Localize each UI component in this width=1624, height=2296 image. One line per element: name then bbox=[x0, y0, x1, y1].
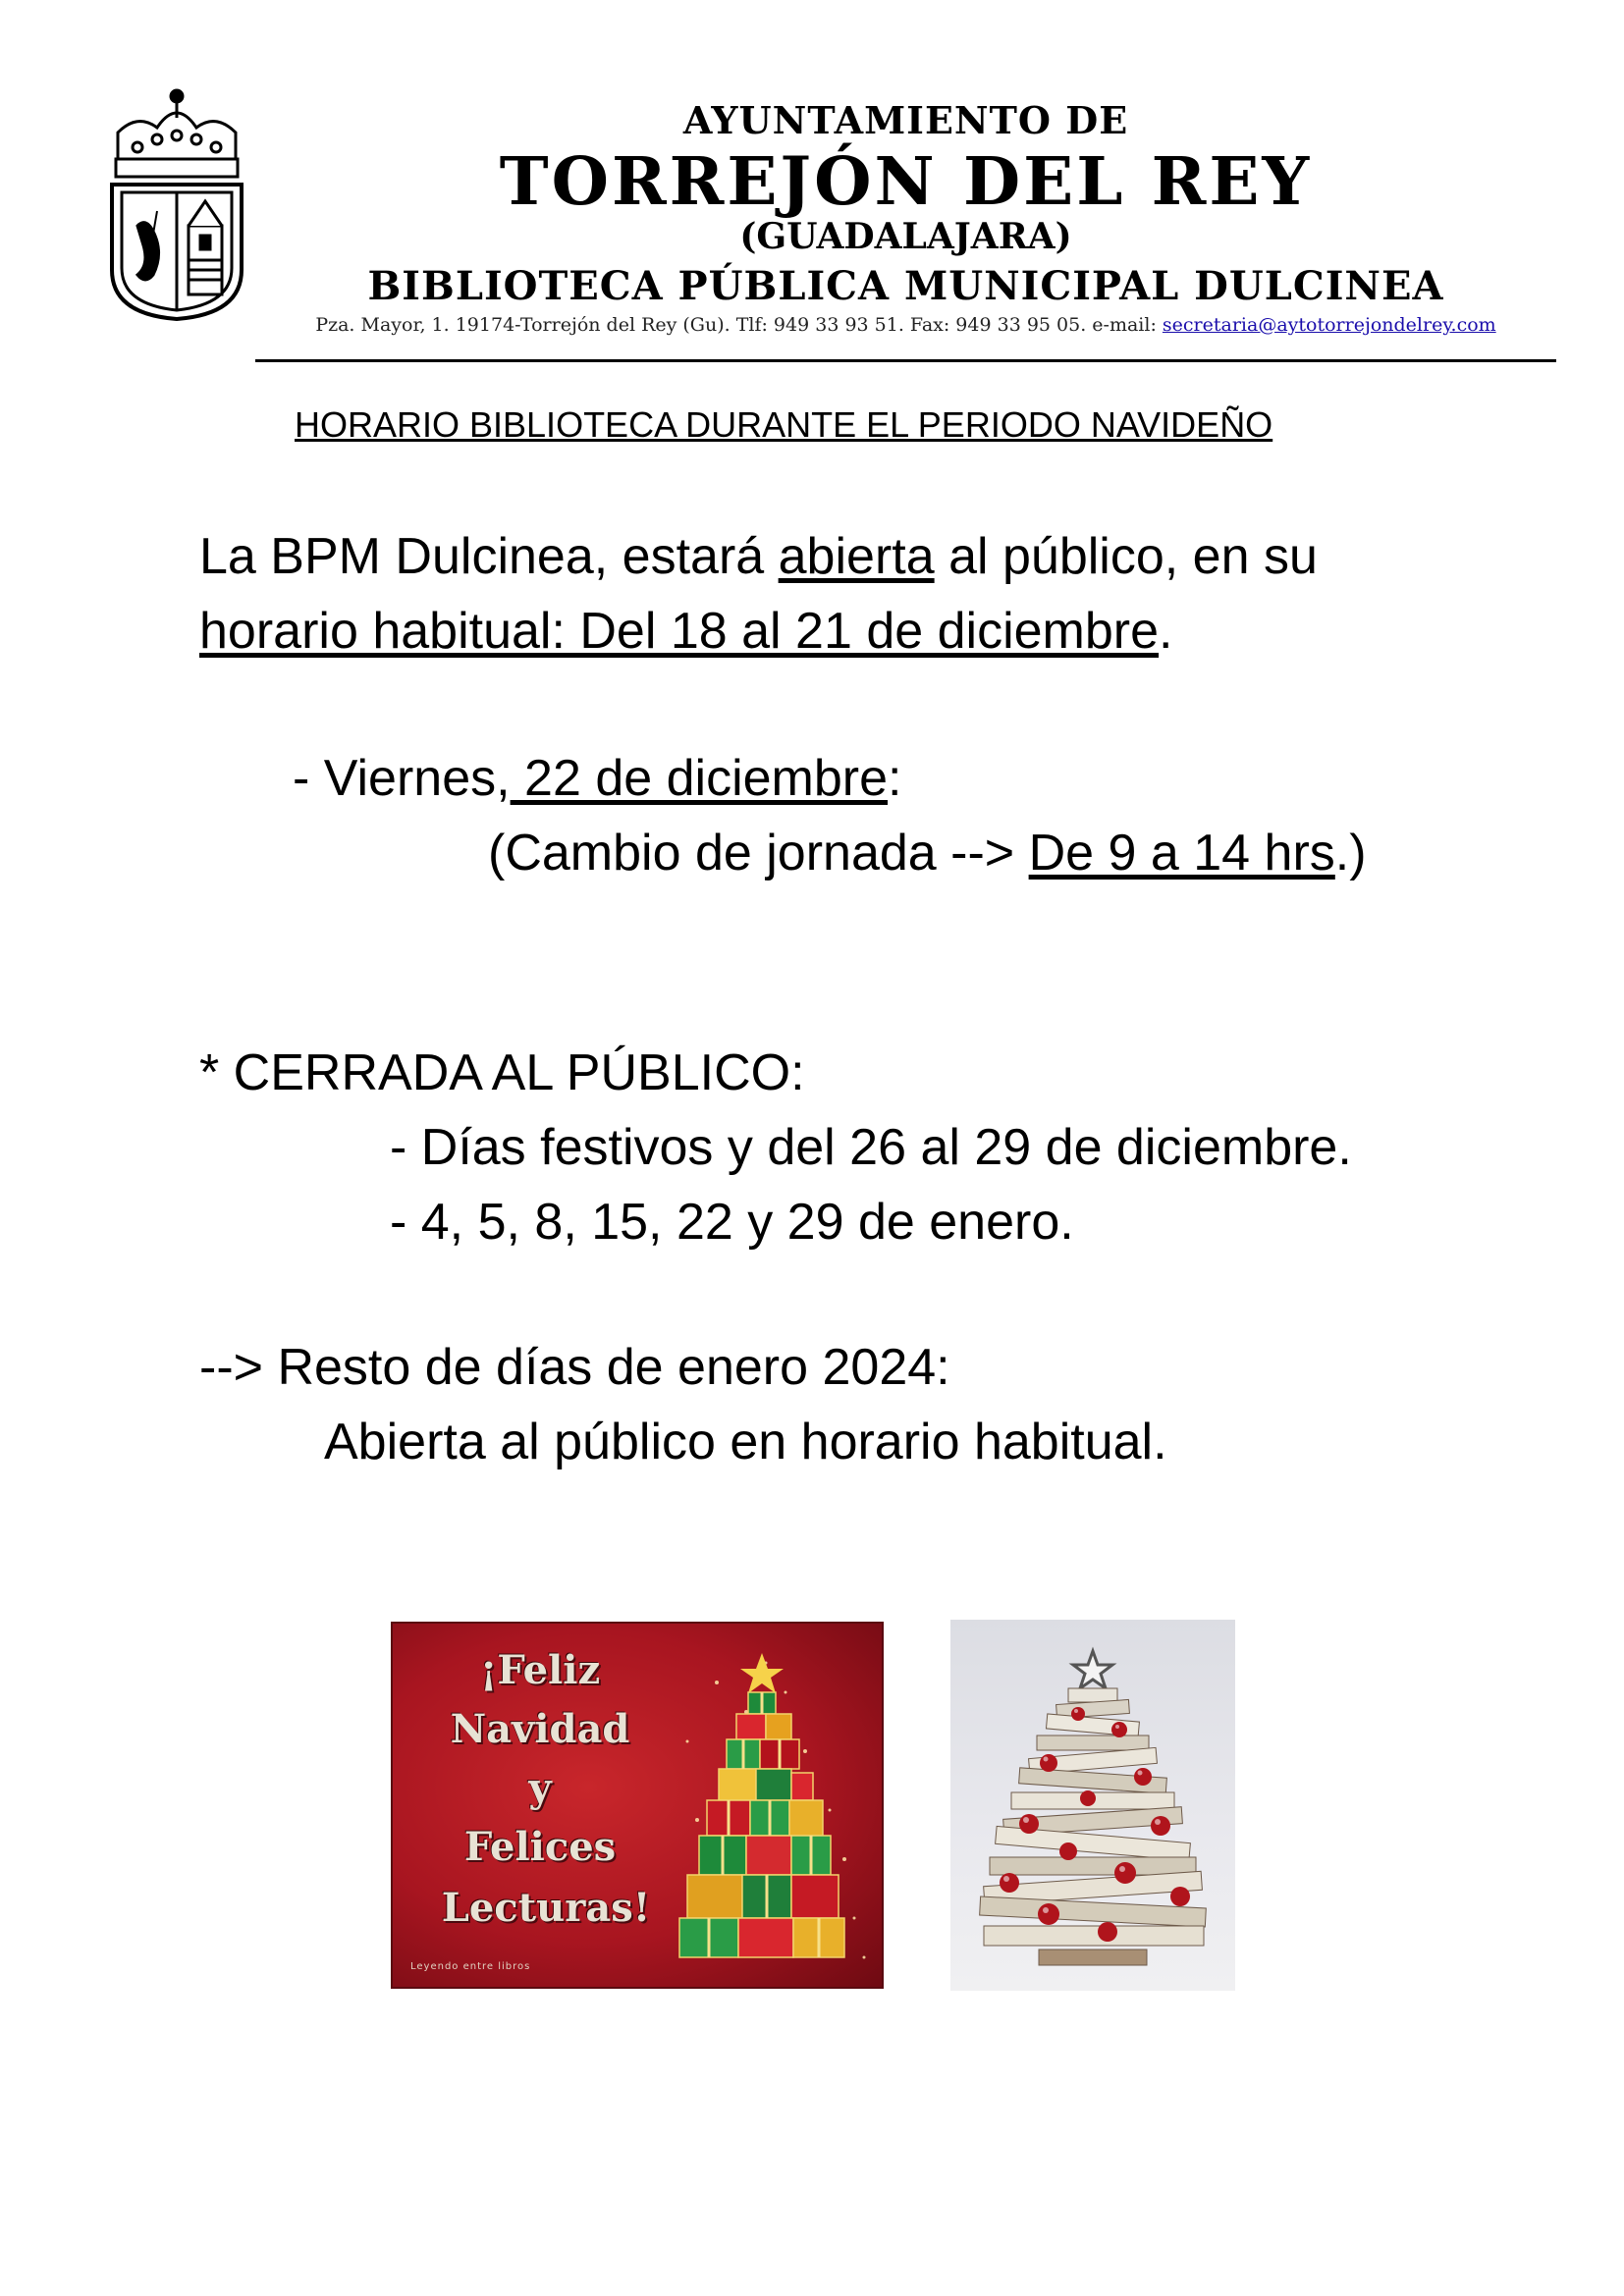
header-divider bbox=[255, 359, 1556, 362]
greeting-line-2: Navidad bbox=[450, 1706, 630, 1752]
library-name: BIBLIOTECA PÚBLICA MUNICIPAL DULCINEA bbox=[367, 263, 1444, 309]
closed-item-january: - 4, 5, 8, 15, 22 y 29 de enero. bbox=[390, 1194, 1074, 1251]
schedule-change-label: (Cambio de jornada --> bbox=[488, 825, 1029, 881]
friday-colon: : bbox=[888, 750, 902, 807]
coat-of-arms-icon bbox=[98, 79, 255, 324]
regular-hours-period: . bbox=[1159, 603, 1173, 660]
friday-date: 22 de diciembre bbox=[510, 750, 889, 807]
schedule-change-end: .) bbox=[1334, 825, 1367, 881]
rest-of-january-text: Abierta al público en horario habitual. bbox=[324, 1414, 1167, 1470]
greeting-line-5: Lecturas! bbox=[441, 1885, 651, 1931]
regular-hours-dates: horario habitual: Del 18 al 21 de diciembre bbox=[199, 603, 1160, 660]
greeting-line-1: ¡Feliz bbox=[479, 1647, 601, 1693]
email-link[interactable]: secretaria@aytotorrejondelrey.com bbox=[1162, 314, 1496, 336]
town-name: TORREJÓN DEL REY bbox=[499, 142, 1313, 220]
open-word: abierta bbox=[778, 528, 935, 585]
schedule-change-line bbox=[488, 823, 1367, 883]
contact-line bbox=[255, 314, 1556, 336]
book-tree-image bbox=[950, 1620, 1235, 1991]
greeting-footer: Leyendo entre libros bbox=[410, 1961, 531, 1972]
greeting-line-3: y bbox=[528, 1765, 552, 1811]
friday-line bbox=[293, 748, 902, 809]
closed-item-december: - Días festivos y del 26 al 29 de diciembre. bbox=[390, 1119, 1352, 1176]
greeting-line-4: Felices bbox=[463, 1824, 617, 1870]
rest-of-january-heading: --> Resto de días de enero 2024: bbox=[199, 1339, 950, 1396]
book-christmas-tree-illustration bbox=[950, 1620, 1235, 1991]
christmas-greeting-image bbox=[391, 1622, 884, 1989]
province-name: (GUADALAJARA) bbox=[739, 216, 1072, 257]
municipality-heading: AYUNTAMIENTO DE bbox=[682, 98, 1129, 142]
opening-text-a: La BPM Dulcinea, estará bbox=[199, 528, 779, 585]
friday-label: - Viernes, bbox=[293, 750, 511, 807]
address-text: Pza. Mayor, 1. 19174-Torrejón del Rey (Gu). Tlf: 949 33 93 51. Fax: 949 33 95 05. e-mail: bbox=[315, 314, 1163, 336]
notice-title: HORARIO BIBLIOTECA DURANTE EL PERIODO NAVIDEÑO bbox=[295, 404, 1273, 445]
opening-line bbox=[199, 526, 1318, 587]
regular-hours-line bbox=[199, 601, 1172, 662]
closed-heading: * CERRADA AL PÚBLICO: bbox=[199, 1044, 805, 1101]
opening-text-c: al público, en su bbox=[934, 528, 1318, 585]
schedule-change-hours: De 9 a 14 hrs bbox=[1028, 825, 1335, 881]
